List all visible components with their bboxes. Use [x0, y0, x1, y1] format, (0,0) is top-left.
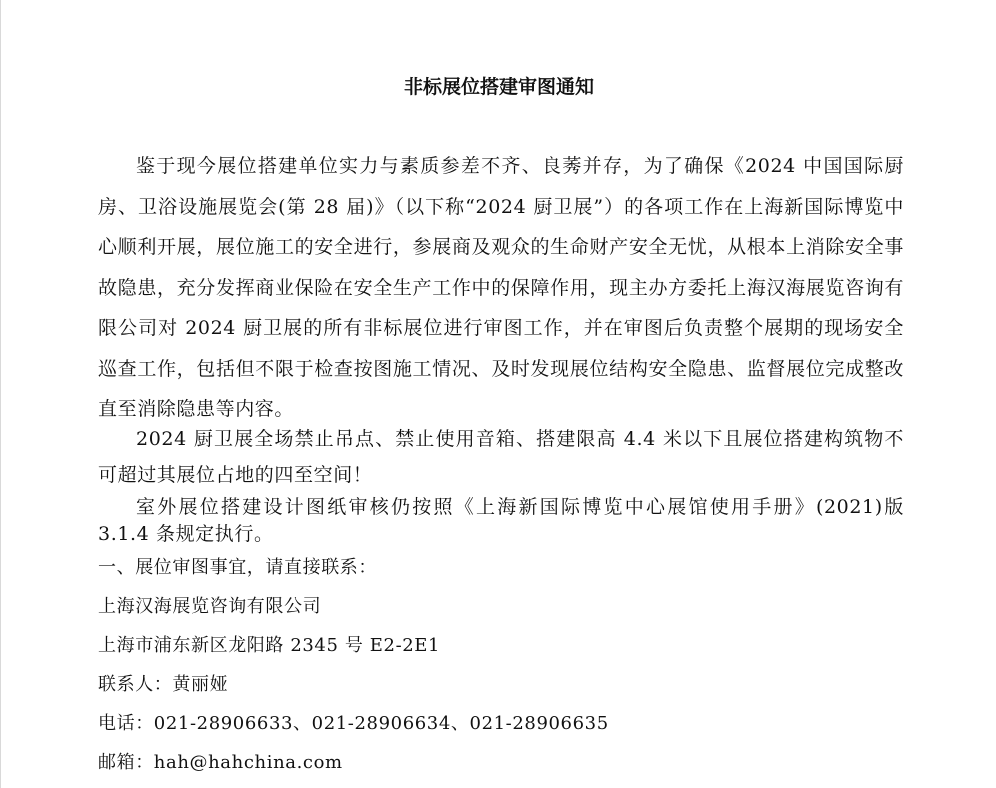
- document-title: 非标展位搭建审图通知: [403, 76, 594, 98]
- company-address: 上海市浦东新区龙阳路 2345 号 E2-2E1: [98, 635, 441, 656]
- section-heading-review-contact: 一、展位审图事宜，请直接联系：: [98, 557, 377, 578]
- paragraph-restrictions: 2024 厨卫展全场禁止吊点、禁止使用音箱、搭建限高 4.4 米以下且展位搭建构筑物不可超过其展位占地的四至空间！: [98, 428, 904, 486]
- contact-phone: 电话：021-28906633、021-28906634、021-28906635: [98, 713, 609, 734]
- contact-email: 邮箱：hah@hahchina.com: [98, 752, 343, 773]
- paragraph-intro: 鉴于现今展位搭建单位实力与素质参差不齐、良莠并存，为了确保《2024 中国国际厨房、卫浴设施展览会(第 28 届)》（以下称“2024 厨卫展”）的各项工作在上海新国际博览中心顺利开展，展位施工的安全进行，参展商及观众的生命财产安全无忧，从根本上消除安全事故隐患，充分发挥商业保险在安全生产工作中的保障作用，现主办方委托上海汉海展览咨询有限公司对 2024 厨卫展的所有非标展位进行审图工作，并在审图后负责整个展期的现场安全巡查工作，包括但不限于检查按图施工情况、及时发现展位结构安全隐患、监督展位完成整改直至消除隐患等内容。: [98, 155, 904, 420]
- company-name: 上海汉海展览咨询有限公司: [98, 596, 322, 617]
- paragraph-outdoor-rules: 室外展位搭建设计图纸审核仍按照《上海新国际博览中心展馆使用手册》(2021)版 3.1.4 条规定执行。: [98, 496, 904, 545]
- contact-person: 联系人：黄丽娅: [98, 674, 229, 695]
